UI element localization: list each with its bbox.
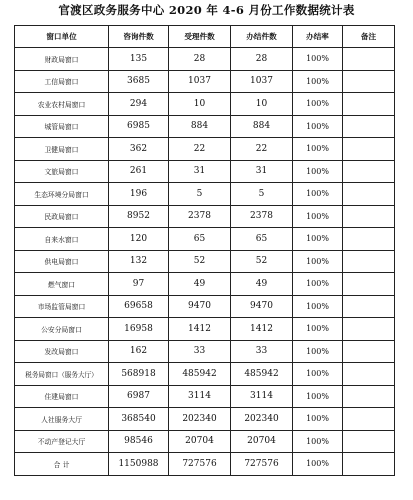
done-count-cell: 33 [231, 340, 293, 363]
table-row [15, 363, 395, 386]
consult-count-cell: 16958 [109, 318, 169, 341]
completion-rate-cell: 100% [293, 430, 343, 453]
accept-count-cell: 2378 [169, 205, 231, 228]
table-header-row [15, 26, 395, 48]
note-cell [343, 228, 395, 251]
done-count-cell: 65 [231, 228, 293, 251]
done-count-cell: 49 [231, 273, 293, 296]
table-row [15, 115, 395, 138]
table-row [15, 48, 395, 71]
note-cell [343, 318, 395, 341]
consult-count-cell: 162 [109, 340, 169, 363]
done-count-cell: 3114 [231, 385, 293, 408]
completion-rate-cell: 100% [293, 183, 343, 206]
consult-count-cell: 135 [109, 48, 169, 71]
accept-count-cell: 727576 [169, 453, 231, 476]
table-row [15, 70, 395, 93]
completion-rate-cell: 100% [293, 205, 343, 228]
unit-cell: 自来水窗口 [15, 228, 109, 251]
completion-rate-cell: 100% [293, 160, 343, 183]
note-cell [343, 138, 395, 161]
unit-cell: 税务局窗口（服务大厅） [15, 363, 109, 386]
accept-count-cell: 485942 [169, 363, 231, 386]
consult-count-cell: 568918 [109, 363, 169, 386]
unit-cell: 合 计 [15, 453, 109, 476]
accept-count-cell: 9470 [169, 295, 231, 318]
unit-cell: 财政局窗口 [15, 48, 109, 71]
table-row [15, 340, 395, 363]
consult-count-cell: 1150988 [109, 453, 169, 476]
header-consult: 咨询件数 [109, 26, 169, 48]
statistics-table [14, 25, 395, 476]
completion-rate-cell: 100% [293, 363, 343, 386]
unit-cell: 民政局窗口 [15, 205, 109, 228]
accept-count-cell: 65 [169, 228, 231, 251]
done-count-cell: 1412 [231, 318, 293, 341]
accept-count-cell: 1037 [169, 70, 231, 93]
done-count-cell: 20704 [231, 430, 293, 453]
unit-cell: 工信局窗口 [15, 70, 109, 93]
note-cell [343, 48, 395, 71]
table-row [15, 138, 395, 161]
unit-cell: 供电局窗口 [15, 250, 109, 273]
done-count-cell: 28 [231, 48, 293, 71]
accept-count-cell: 1412 [169, 318, 231, 341]
table-row [15, 205, 395, 228]
note-cell [343, 363, 395, 386]
table-row [15, 295, 395, 318]
completion-rate-cell: 100% [293, 295, 343, 318]
table-row [15, 273, 395, 296]
note-cell [343, 453, 395, 476]
consult-count-cell: 6985 [109, 115, 169, 138]
accept-count-cell: 3114 [169, 385, 231, 408]
accept-count-cell: 28 [169, 48, 231, 71]
completion-rate-cell: 100% [293, 228, 343, 251]
note-cell [343, 115, 395, 138]
done-count-cell: 884 [231, 115, 293, 138]
accept-count-cell: 52 [169, 250, 231, 273]
done-count-cell: 485942 [231, 363, 293, 386]
unit-cell: 卫健局窗口 [15, 138, 109, 161]
accept-count-cell: 202340 [169, 408, 231, 431]
accept-count-cell: 49 [169, 273, 231, 296]
consult-count-cell: 294 [109, 93, 169, 116]
done-count-cell: 22 [231, 138, 293, 161]
accept-count-cell: 22 [169, 138, 231, 161]
table-row [15, 183, 395, 206]
header-note: 备注 [343, 26, 395, 48]
header-rate: 办结率 [293, 26, 343, 48]
note-cell [343, 70, 395, 93]
table-row [15, 318, 395, 341]
note-cell [343, 205, 395, 228]
completion-rate-cell: 100% [293, 250, 343, 273]
table-row [15, 250, 395, 273]
completion-rate-cell: 100% [293, 340, 343, 363]
note-cell [343, 250, 395, 273]
note-cell [343, 183, 395, 206]
note-cell [343, 295, 395, 318]
note-cell [343, 430, 395, 453]
unit-cell: 市场监管局窗口 [15, 295, 109, 318]
unit-cell: 公安分局窗口 [15, 318, 109, 341]
done-count-cell: 2378 [231, 205, 293, 228]
consult-count-cell: 3685 [109, 70, 169, 93]
table-row [15, 385, 395, 408]
consult-count-cell: 69658 [109, 295, 169, 318]
completion-rate-cell: 100% [293, 138, 343, 161]
done-count-cell: 9470 [231, 295, 293, 318]
consult-count-cell: 132 [109, 250, 169, 273]
completion-rate-cell: 100% [293, 115, 343, 138]
done-count-cell: 31 [231, 160, 293, 183]
completion-rate-cell: 100% [293, 48, 343, 71]
header-accept: 受理件数 [169, 26, 231, 48]
note-cell [343, 93, 395, 116]
done-count-cell: 1037 [231, 70, 293, 93]
accept-count-cell: 31 [169, 160, 231, 183]
unit-cell: 农业农村局窗口 [15, 93, 109, 116]
completion-rate-cell: 100% [293, 453, 343, 476]
table-row [15, 160, 395, 183]
completion-rate-cell: 100% [293, 318, 343, 341]
unit-cell: 城管局窗口 [15, 115, 109, 138]
done-count-cell: 10 [231, 93, 293, 116]
table-total-row [15, 453, 395, 476]
header-done: 办结件数 [231, 26, 293, 48]
consult-count-cell: 196 [109, 183, 169, 206]
completion-rate-cell: 100% [293, 385, 343, 408]
table-row [15, 93, 395, 116]
note-cell [343, 340, 395, 363]
note-cell [343, 385, 395, 408]
unit-cell: 生态环境分局窗口 [15, 183, 109, 206]
done-count-cell: 5 [231, 183, 293, 206]
page-title: 官渡区政务服务中心 2020 年 4-6 月份工作数据统计表 [58, 3, 355, 17]
accept-count-cell: 33 [169, 340, 231, 363]
consult-count-cell: 6987 [109, 385, 169, 408]
consult-count-cell: 8952 [109, 205, 169, 228]
table-row [15, 430, 395, 453]
unit-cell: 人社服务大厅 [15, 408, 109, 431]
table-row [15, 408, 395, 431]
accept-count-cell: 884 [169, 115, 231, 138]
unit-cell: 不动产登记大厅 [15, 430, 109, 453]
completion-rate-cell: 100% [293, 408, 343, 431]
done-count-cell: 727576 [231, 453, 293, 476]
unit-cell: 发改局窗口 [15, 340, 109, 363]
note-cell [343, 408, 395, 431]
consult-count-cell: 97 [109, 273, 169, 296]
note-cell [343, 160, 395, 183]
consult-count-cell: 362 [109, 138, 169, 161]
done-count-cell: 52 [231, 250, 293, 273]
header-unit: 窗口单位 [15, 26, 109, 48]
accept-count-cell: 20704 [169, 430, 231, 453]
completion-rate-cell: 100% [293, 93, 343, 116]
completion-rate-cell: 100% [293, 273, 343, 296]
completion-rate-cell: 100% [293, 70, 343, 93]
accept-count-cell: 5 [169, 183, 231, 206]
consult-count-cell: 368540 [109, 408, 169, 431]
accept-count-cell: 10 [169, 93, 231, 116]
consult-count-cell: 98546 [109, 430, 169, 453]
unit-cell: 文旅局窗口 [15, 160, 109, 183]
unit-cell: 燃气窗口 [15, 273, 109, 296]
unit-cell: 住建局窗口 [15, 385, 109, 408]
done-count-cell: 202340 [231, 408, 293, 431]
consult-count-cell: 261 [109, 160, 169, 183]
table-row [15, 228, 395, 251]
note-cell [343, 273, 395, 296]
consult-count-cell: 120 [109, 228, 169, 251]
